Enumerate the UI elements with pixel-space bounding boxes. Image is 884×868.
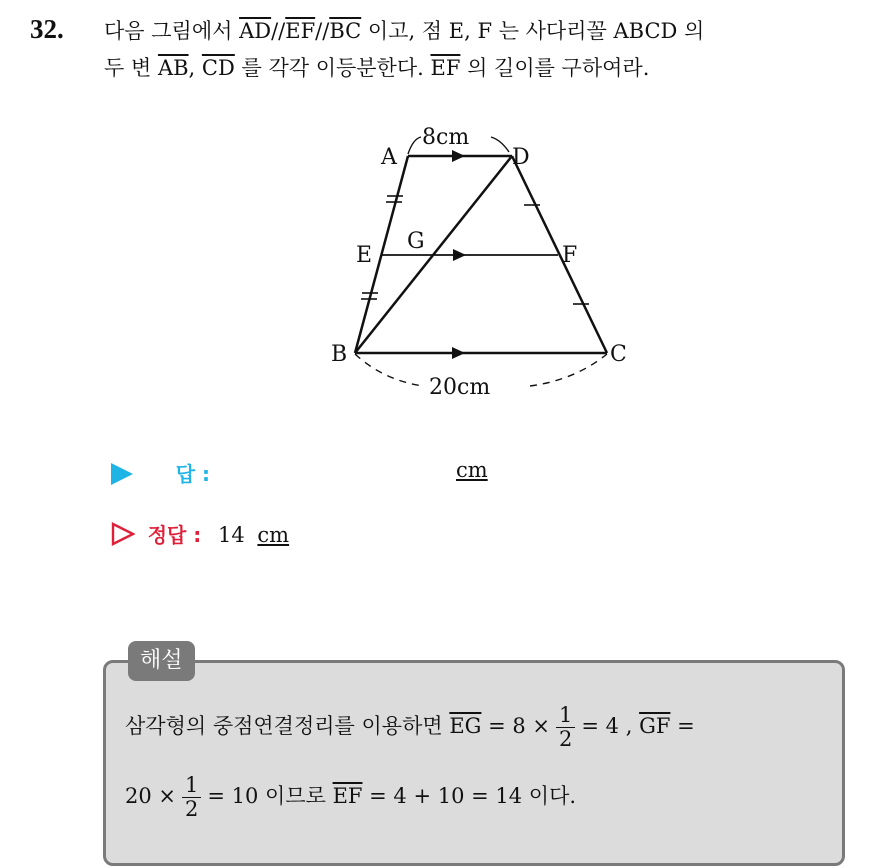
question-number: 32. [30, 14, 64, 44]
segment-eg: $\overline{EG}$ [449, 714, 482, 739]
vertex-label-a: A [381, 145, 397, 170]
fraction-denominator: 2 [185, 797, 199, 822]
question-text: 다음 그림에서 [104, 19, 240, 43]
segment-gf: $\overline{GF}$ [639, 714, 671, 739]
top-length-arc [408, 137, 421, 154]
top-length-arc [491, 137, 509, 152]
answer-label: 답 : [175, 462, 210, 486]
trapezoid-figure [325, 118, 645, 408]
arrow-mark-bc [452, 347, 465, 359]
top-length-label: 8cm [422, 125, 470, 150]
arrow-mark-ef [453, 249, 466, 261]
explanation-line-1 [125, 704, 695, 751]
separator: , [188, 56, 202, 80]
parallel-mark: // [271, 19, 286, 43]
explanation-text: = 4 + 10 = 14 이다. [362, 784, 577, 809]
segment-cd: $\overline{CD}$ [201, 56, 235, 80]
explanation-text: = 4 , [581, 714, 640, 739]
correct-answer-unit: cm [257, 523, 290, 547]
fraction-one-half [182, 774, 201, 821]
explanation-text: = 10 이므로 [207, 784, 333, 809]
answer-unit-text: cm [456, 458, 488, 482]
play-triangle-icon [111, 463, 133, 485]
explanation-text: = [670, 714, 695, 739]
segment-ef: $\overline{EF}$ [285, 19, 316, 43]
correct-answer-value: 14 [217, 523, 245, 547]
vertex-label-c: C [610, 342, 627, 367]
point-label-f: F [562, 243, 578, 268]
answer-row [111, 458, 210, 487]
explanation-text: 삼각형의 중점연결정리를 이용하면 [125, 714, 450, 739]
explanation-text: = 8 × [481, 714, 551, 739]
segment-ad: $\overline{AD}$ [239, 19, 272, 43]
correct-answer-label: 정답 : [147, 523, 202, 547]
point-label-g: G [407, 229, 425, 254]
segment-ef: $\overline{EF}$ [430, 56, 461, 80]
explanation-tag: 해설 [128, 641, 195, 681]
question-line-2 [104, 52, 649, 82]
explanation-text: 20 × [125, 784, 176, 809]
question-text: 의 길이를 구하여라. [460, 56, 650, 80]
question-line-1 [104, 15, 704, 45]
vertex-label-d: D [512, 145, 530, 170]
question-text: 이고, 점 E, F 는 사다리꼴 ABCD 의 [361, 19, 705, 43]
explanation-line-2 [125, 774, 576, 821]
question-text: 를 각각 이등분한다. [234, 56, 431, 80]
segment-ef: $\overline{EF}$ [332, 784, 363, 809]
fraction-denominator: 2 [559, 727, 573, 752]
fraction-numerator: 1 [556, 704, 575, 728]
explanation-box [103, 660, 845, 866]
fraction-one-half [556, 704, 575, 751]
outline-triangle-icon [111, 522, 135, 546]
correct-answer-row [111, 519, 289, 548]
question-text: 두 변 [104, 56, 158, 80]
fraction-numerator: 1 [182, 774, 201, 798]
bottom-length-label: 20cm [429, 375, 491, 400]
bottom-length-arc [355, 354, 423, 386]
vertex-label-b: B [331, 342, 348, 367]
bottom-length-arc [530, 354, 607, 386]
answer-unit [456, 458, 488, 482]
parallel-mark: // [315, 19, 330, 43]
segment-bc: $\overline{BC}$ [329, 19, 362, 43]
tick-marks [361, 196, 589, 304]
point-label-e: E [356, 243, 373, 268]
segment-ab: $\overline{AB}$ [157, 56, 189, 80]
arrow-mark-ad [452, 150, 465, 162]
